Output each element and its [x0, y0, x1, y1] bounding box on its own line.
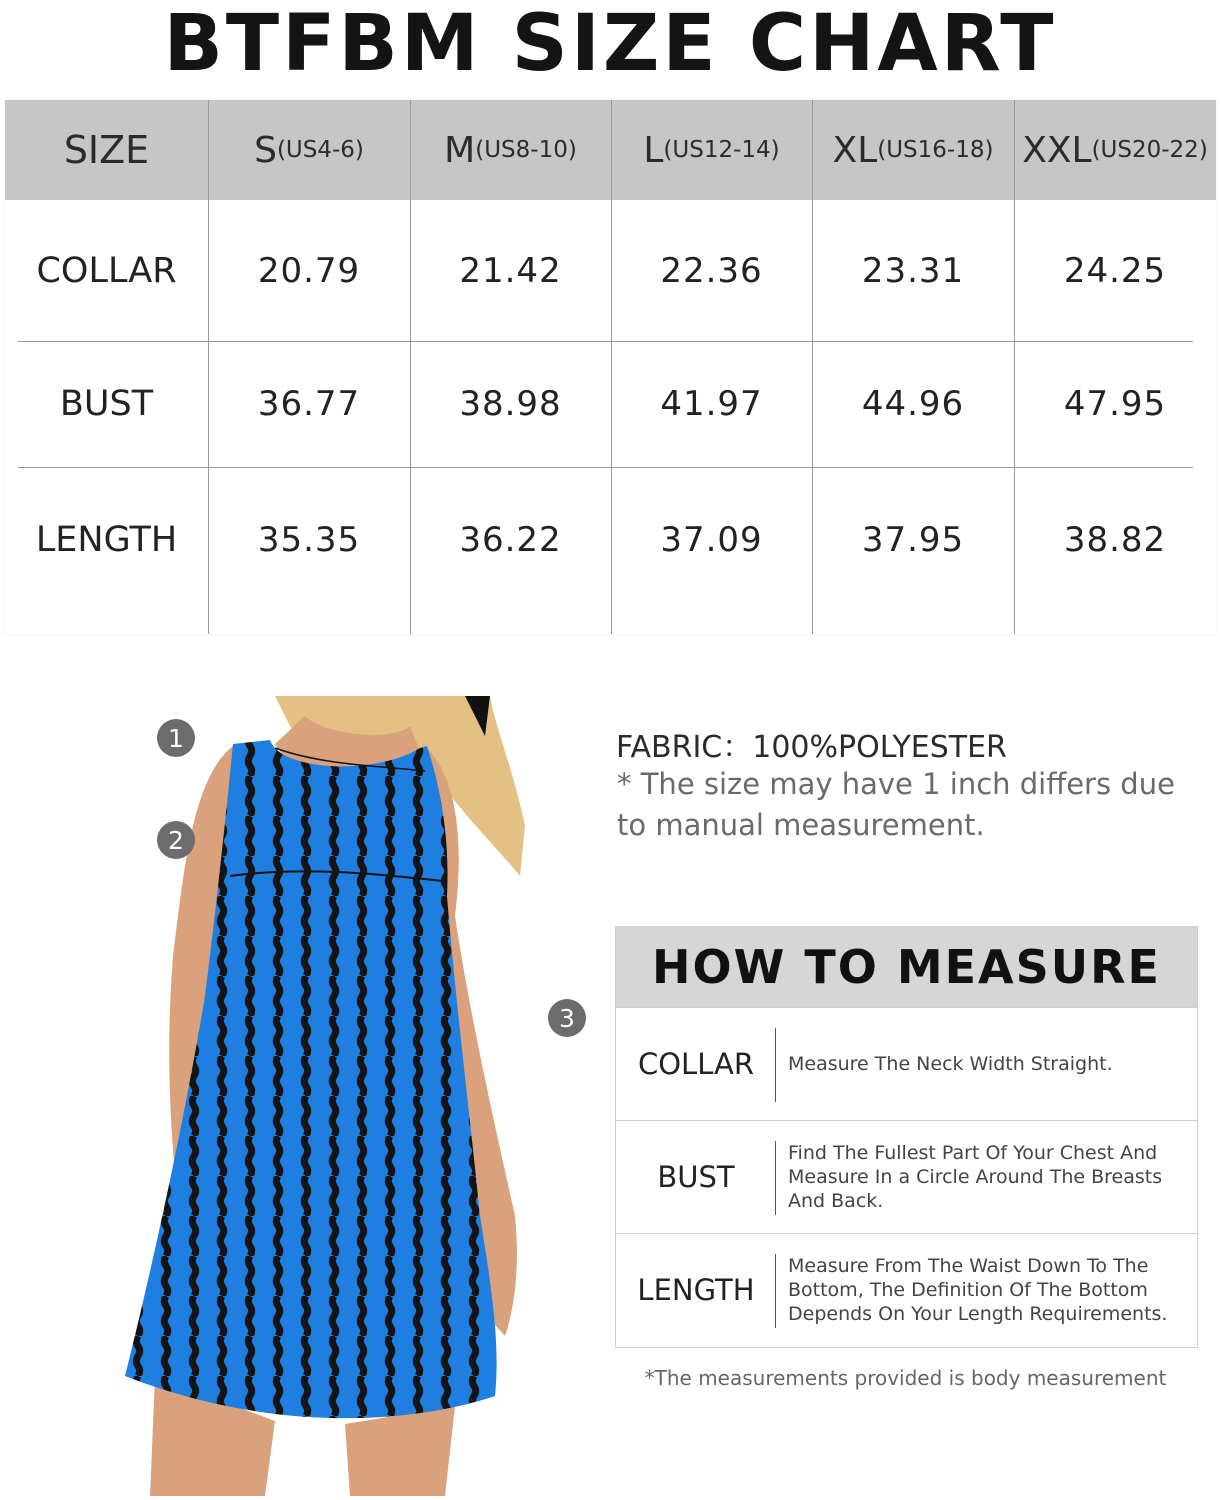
- row-label-bust: BUST: [59, 384, 154, 424]
- measure-label: BUST: [657, 1160, 735, 1194]
- header-xl: XL (US16-18): [832, 129, 994, 171]
- header-s: S (US4-6): [254, 129, 364, 171]
- table-cell: 22.36: [660, 250, 763, 291]
- fabric-info: [616, 722, 1007, 766]
- table-cell: 38.98: [459, 384, 562, 424]
- size-note: * The size may have 1 inch differs due to manual measurement.: [617, 767, 1175, 842]
- table-cell: 41.97: [660, 384, 763, 424]
- table-cell: 47.95: [1063, 384, 1167, 424]
- row-label-length: LENGTH: [35, 520, 178, 560]
- measure-row-length: [616, 1233, 1197, 1346]
- table-cell: 20.79: [257, 250, 361, 291]
- size-chart-table: [5, 100, 1216, 634]
- measure-description: Measure From The Waist Down To The Bottom, The Definition Of The Bottom Depends On Your Length Requirements.: [788, 1255, 1168, 1325]
- marker-bust: 2: [157, 821, 195, 859]
- measure-description: Measure The Neck Width Straight.: [788, 1053, 1113, 1075]
- table-cell: 35.35: [257, 520, 361, 560]
- header-xxl: XXL (US20-22): [1022, 129, 1208, 171]
- footnote: *The measurements provided is body measurement: [644, 1366, 1167, 1390]
- table-cell: 36.77: [257, 384, 361, 424]
- table-cell: 37.09: [660, 520, 763, 560]
- measure-row-collar: [616, 1007, 1197, 1120]
- marker-length: 3: [548, 999, 586, 1037]
- measure-label: COLLAR: [637, 1047, 755, 1081]
- marker-collar: 1: [157, 719, 195, 757]
- measure-label: LENGTH: [637, 1273, 755, 1307]
- page-title: BTFBM SIZE CHART: [163, 0, 1057, 89]
- measure-row-bust: [616, 1120, 1197, 1233]
- how-to-measure-title: HOW TO MEASURE: [616, 927, 1197, 1007]
- measure-divider: [775, 1028, 776, 1102]
- measure-divider: [775, 1141, 776, 1215]
- row-label-collar: COLLAR: [36, 250, 177, 291]
- header-size: SIZE: [63, 128, 150, 172]
- header-l: L (US12-14): [643, 129, 780, 171]
- measure-divider: [775, 1254, 776, 1328]
- dress-model-photo: [75, 696, 525, 1496]
- header-m: M (US8-10): [444, 129, 577, 171]
- measure-description: Find The Fullest Part Of Your Chest And Measure In a Circle Around The Breasts And Back.: [788, 1142, 1163, 1212]
- table-cell: 44.96: [861, 384, 965, 424]
- table-cell: 37.95: [861, 520, 965, 560]
- table-cell: 38.82: [1063, 520, 1167, 560]
- table-cell: 36.22: [459, 520, 562, 560]
- how-to-measure-box: [615, 926, 1198, 1348]
- fabric-value: 100%POLYESTER: [752, 730, 1007, 765]
- table-cell: 24.25: [1063, 250, 1167, 291]
- table-cell: 21.42: [459, 250, 562, 291]
- fabric-label: FABRIC：: [616, 730, 753, 765]
- table-cell: 23.31: [861, 250, 965, 291]
